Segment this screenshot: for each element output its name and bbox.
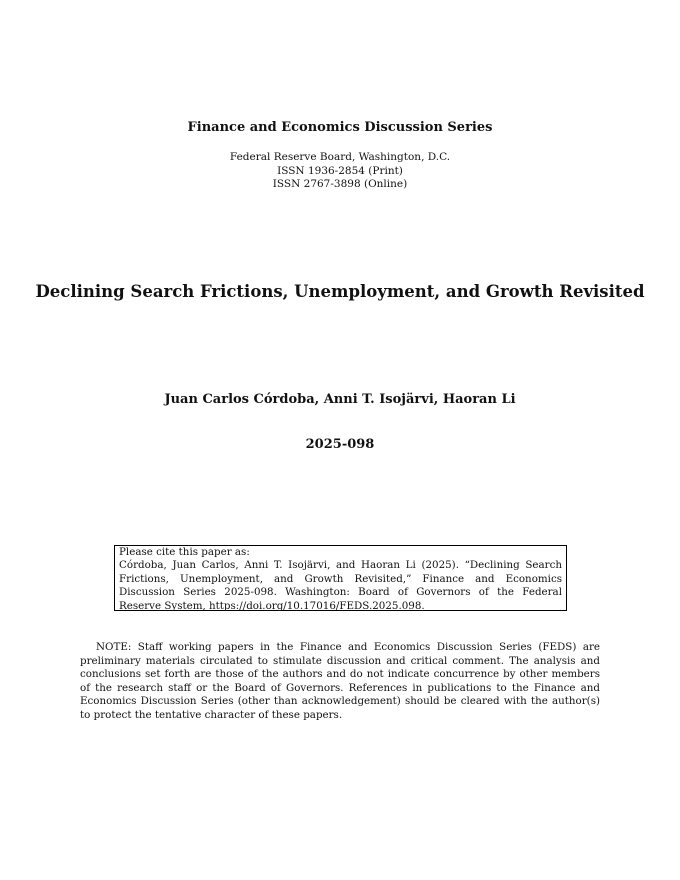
publisher-line: Federal Reserve Board, Washington, D.C.: [229, 151, 451, 163]
citation-label: Please cite this paper as:: [119, 546, 250, 558]
paper-authors: Juan Carlos Córdoba, Anni T. Isojärvi, Haoran Li: [164, 392, 516, 407]
publication-info: [0, 151, 680, 192]
issn-print: ISSN 1936-2854 (Print): [277, 164, 403, 177]
series-title: Finance and Economics Discussion Series: [187, 120, 493, 135]
paper-number: 2025-098: [305, 437, 375, 452]
disclaimer-note: NOTE: Staff working papers in the Finance and Economics Discussion Series (FEDS) are preliminary materials circulated to stimulate discussion and critical comment. The analysis and conclusions set forth are those of the authors and do not indicate concurrence by other members of the research staff or the Board of Governors. References in publications to the Finance and Economics Discussion Series (other than acknowledgement) should be cleared with the author(s) to protect the tentative character of these papers.: [80, 641, 600, 721]
paper-title: Declining Search Frictions, Unemployment, and Growth Revisited: [35, 282, 645, 301]
citation-text[interactable]: Córdoba, Juan Carlos, Anni T. Isojärvi, and Haoran Li (2025). “Declining Search Frictions, Unemployment, and Growth Revisited,” Finance and Economics Discussion Series 2025-098. Washington: Board of Governors of the Federal Reserve System, https://doi.org/10.17016/FEDS.2025.098.: [119, 559, 562, 612]
issn-online: ISSN 2767-3898 (Online): [272, 178, 408, 190]
citation-box: [114, 545, 567, 611]
